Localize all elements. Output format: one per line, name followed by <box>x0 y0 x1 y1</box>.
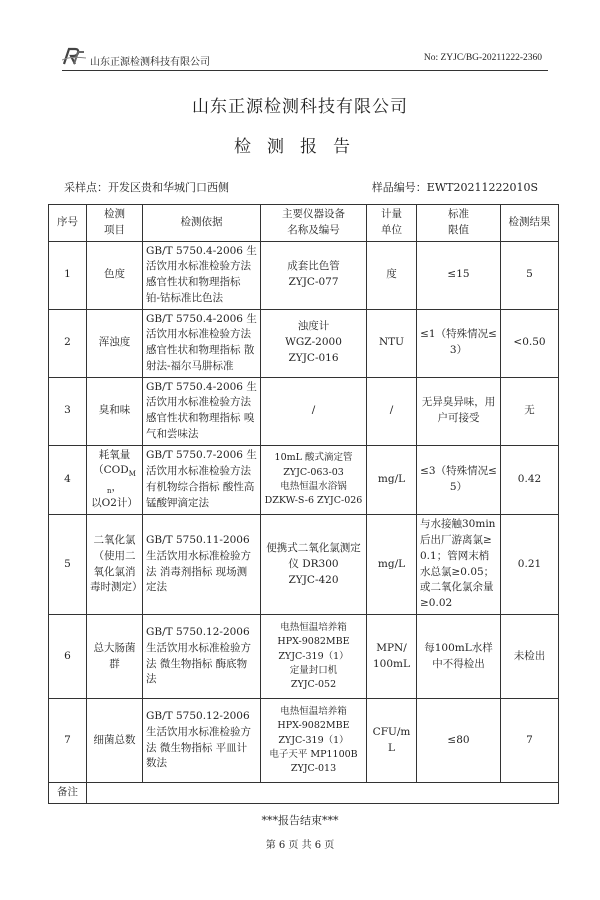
row-result: 0.42 <box>501 445 559 515</box>
row-unit: / <box>367 377 417 445</box>
company-name: 山东正源检测科技有限公司 <box>192 97 408 117</box>
report-number: No: ZYJC/BG-20211222-2360 <box>423 53 542 63</box>
sample-location: 采样点：开发区贵和华城门口西侧 <box>64 181 229 194</box>
row-standard: 每100mL水样中不得检出 <box>417 615 501 699</box>
remarks-content <box>87 783 559 804</box>
page-number: 第 6 页 共 6 页 <box>265 840 335 851</box>
row-unit: 度 <box>367 241 417 309</box>
row-standard: ≤3（特殊情况≤5） <box>417 445 501 515</box>
sample-number: 样品编号：EWT20211222010S <box>371 181 538 194</box>
row-item: 臭和味 <box>87 377 143 445</box>
row-basis: GB/T 5750.12-2006 生活饮用水标准检验方法 微生物指标 酶底物法 <box>143 615 261 699</box>
company-logo-icon <box>62 46 86 66</box>
row-basis: GB/T 5750.12-2006 生活饮用水标准检验方法 微生物指标 平皿计数法 <box>143 699 261 783</box>
header-item: 检测 项目 <box>87 205 143 242</box>
row-instrument: 10mL 酸式滴定管 ZYJC-063-03 电热恒温水浴锅 DZKW-S-6 ZYJC-026 <box>261 445 367 515</box>
row-result: 未检出 <box>501 615 559 699</box>
row-seq: 6 <box>49 615 87 699</box>
table-row <box>49 377 559 445</box>
row-instrument: 浊度计 WGZ-2000 ZYJC-016 <box>261 309 367 377</box>
row-seq: 5 <box>49 515 87 615</box>
results-table <box>48 204 559 804</box>
row-result: 5 <box>501 241 559 309</box>
row-basis: GB/T 5750.7-2006 生活饮用水标准检验方法 有机物综合指标 酸性高锰酸钾滴定法 <box>143 445 261 515</box>
row-item: 细菌总数 <box>87 699 143 783</box>
table-row <box>49 699 559 783</box>
row-instrument: 电热恒温培养箱 HPX-9082MBE ZYJC-319（1） 电子天平 MP1100B ZYJC-013 <box>261 699 367 783</box>
header-instrument: 主要仪器设备 名称及编号 <box>261 205 367 242</box>
row-item: 色度 <box>87 241 143 309</box>
row-unit: mg/L <box>367 445 417 515</box>
row-result: <0.50 <box>501 309 559 377</box>
row-seq: 3 <box>49 377 87 445</box>
row-basis: GB/T 5750.11-2006 生活饮用水标准检验方法 消毒剂指标 现场测定法 <box>143 515 261 615</box>
header-divider <box>62 70 548 71</box>
table-row <box>49 241 559 309</box>
row-unit: MPN/ 100mL <box>367 615 417 699</box>
table-row <box>49 515 559 615</box>
row-standard: ≤1（特殊情况≤3） <box>417 309 501 377</box>
row-result: 无 <box>501 377 559 445</box>
row-instrument: 成套比色管 ZYJC-077 <box>261 241 367 309</box>
row-instrument: / <box>261 377 367 445</box>
remarks-label: 备注 <box>49 783 87 804</box>
row-basis: GB/T 5750.4-2006 生活饮用水标准检验方法 感官性状和物理指标 铂-钴标准比色法 <box>143 241 261 309</box>
row-standard: 与水接触30min后出厂游离氯≥0.1；管网末梢水总氯≥0.05；或二氧化氯余量≥0.02 <box>417 515 501 615</box>
row-basis: GB/T 5750.4-2006 生活饮用水标准检验方法 感官性状和物理指标 嗅气和尝味法 <box>143 377 261 445</box>
row-item-cod <box>87 445 143 515</box>
table-row <box>49 309 559 377</box>
header-company-name: 山东正源检测科技有限公司 <box>90 57 210 68</box>
row-result: 0.21 <box>501 515 559 615</box>
header-unit: 计量 单位 <box>367 205 417 242</box>
header-standard: 标准 限值 <box>417 205 501 242</box>
row-standard: ≤15 <box>417 241 501 309</box>
table-row <box>49 615 559 699</box>
row-unit: NTU <box>367 309 417 377</box>
row-standard: 无异臭异味，用户可接受 <box>417 377 501 445</box>
page-header <box>62 46 548 68</box>
row-item-subscript: Mn <box>106 470 136 495</box>
row-result: 7 <box>501 699 559 783</box>
table-row <box>49 445 559 515</box>
row-unit: CFU/mL <box>367 699 417 783</box>
row-instrument: 便携式二氧化氯测定仪 DR300 ZYJC-420 <box>261 515 367 615</box>
row-instrument: 电热恒温培养箱 HPX-9082MBE ZYJC-319（1） 定量封口机 ZYJC-052 <box>261 615 367 699</box>
row-item: 浑浊度 <box>87 309 143 377</box>
table-header-row <box>49 205 559 242</box>
row-basis: GB/T 5750.4-2006 生活饮用水标准检验方法 感官性状和物理指标 散射法-福尔马肼标准 <box>143 309 261 377</box>
remarks-row <box>49 783 559 804</box>
row-seq: 1 <box>49 241 87 309</box>
report-title: 检测报告 <box>234 137 366 157</box>
row-unit: mg/L <box>367 515 417 615</box>
header-basis: 检测依据 <box>143 205 261 242</box>
row-standard: ≤80 <box>417 699 501 783</box>
row-item-tail: ， 以O2计） <box>91 480 138 510</box>
row-seq: 4 <box>49 445 87 515</box>
header-result: 检测结果 <box>501 205 559 242</box>
report-end-marker: ***报告结束*** <box>261 814 339 827</box>
row-seq: 2 <box>49 309 87 377</box>
header-seq: 序号 <box>49 205 87 242</box>
row-seq: 7 <box>49 699 87 783</box>
row-item: 耗氧量 （COD <box>93 448 131 477</box>
row-item: 总大肠菌群 <box>87 615 143 699</box>
row-item: 二氧化氯 （使用二氧化氯消毒时测定） <box>87 515 143 615</box>
